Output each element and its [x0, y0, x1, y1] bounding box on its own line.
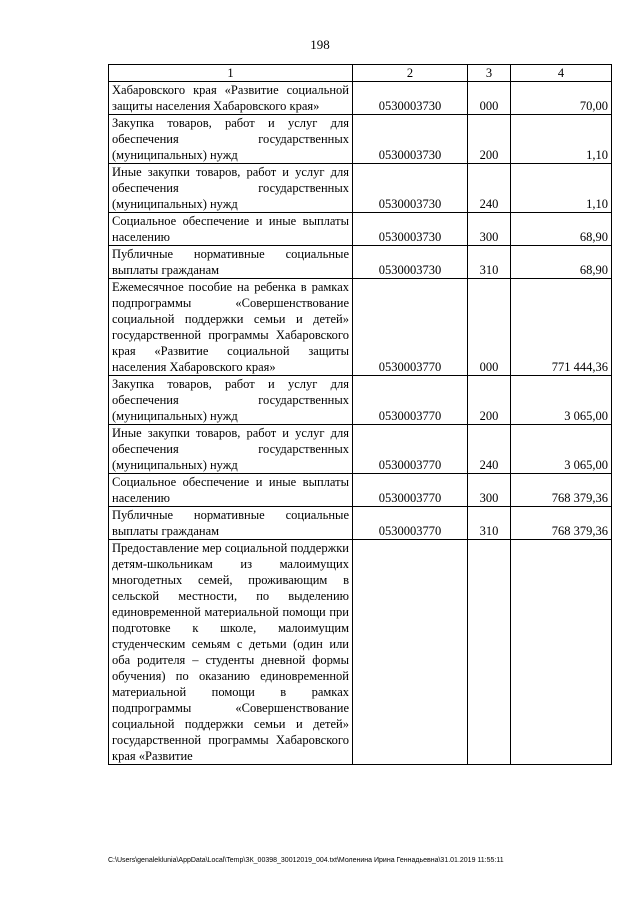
row-amount: 3 065,00: [511, 376, 612, 425]
row-expense-type: 310: [468, 507, 511, 540]
row-name: Закупка товаров, работ и услуг для обеспечения государственных (муниципальных) нужд: [109, 376, 353, 425]
table-row: [109, 376, 612, 425]
file-path-footer: C:\Users\genaleklunia\AppData\Local\Temp\ЗК_00398_30012019_004.txt\Моленина Ирина Геннадьевна\31.01.2019 11:55:11: [108, 857, 504, 864]
row-amount: 768 379,36: [511, 474, 612, 507]
budget-table: [108, 64, 612, 765]
row-name: Социальное обеспечение и иные выплаты населению: [109, 213, 353, 246]
row-amount: [511, 540, 612, 765]
row-expense-type: 240: [468, 164, 511, 213]
page-number: 198: [310, 37, 330, 52]
row-name: Ежемесячное пособие на ребенка в рамках подпрограммы «Совершенствование социальной поддержки семьи и детей» государственной программы Хабаровского края «Развитие социальной защиты населения Хабаровского края»: [109, 279, 353, 376]
row-expense-type: 300: [468, 474, 511, 507]
row-code: 0530003770: [353, 474, 468, 507]
row-name: Предоставление мер социальной поддержки детям-школьникам из малоимущих многодетных семей, проживающим в сельской местности, по выделению единовременной материальной помощи при подготовке к школе, малоимущим студенческим семьям с детьми (один или оба родителя – студенты дневной формы обучения) по оказанию единовременной материальной помощи в рамках подпрограммы «Совершенствование социальной поддержки семьи и детей» государственной программы Хабаровского края «Развитие: [109, 540, 353, 765]
row-code: 0530003730: [353, 115, 468, 164]
row-code: 0530003770: [353, 425, 468, 474]
row-code: 0530003770: [353, 279, 468, 376]
row-code: 0530003730: [353, 82, 468, 115]
row-expense-type: 200: [468, 115, 511, 164]
row-name: Социальное обеспечение и иные выплаты населению: [109, 474, 353, 507]
table-row: [109, 213, 612, 246]
row-name: Иные закупки товаров, работ и услуг для обеспечения государственных (муниципальных) нужд: [109, 164, 353, 213]
table-row: [109, 425, 612, 474]
row-code: 0530003730: [353, 164, 468, 213]
table-row: [109, 279, 612, 376]
row-code: [353, 540, 468, 765]
table-row: [109, 474, 612, 507]
header-col-1: 1: [109, 65, 353, 82]
header-col-2: 2: [353, 65, 468, 82]
row-amount: 70,00: [511, 82, 612, 115]
row-expense-type: 200: [468, 376, 511, 425]
row-expense-type: 310: [468, 246, 511, 279]
table-row: [109, 115, 612, 164]
row-amount: 768 379,36: [511, 507, 612, 540]
table-row: [109, 507, 612, 540]
row-amount: 3 065,00: [511, 425, 612, 474]
row-name: Закупка товаров, работ и услуг для обеспечения государственных (муниципальных) нужд: [109, 115, 353, 164]
header-col-3: 3: [468, 65, 511, 82]
header-col-4: 4: [511, 65, 612, 82]
table-row: [109, 164, 612, 213]
table-header-row: [109, 65, 612, 82]
row-amount: 68,90: [511, 213, 612, 246]
row-name: Иные закупки товаров, работ и услуг для обеспечения государственных (муниципальных) нужд: [109, 425, 353, 474]
row-amount: 1,10: [511, 115, 612, 164]
row-code: 0530003770: [353, 376, 468, 425]
row-name: Хабаровского края «Развитие социальной защиты населения Хабаровского края»: [109, 82, 353, 115]
row-expense-type: 000: [468, 279, 511, 376]
row-code: 0530003730: [353, 213, 468, 246]
row-code: 0530003770: [353, 507, 468, 540]
table-row: [109, 82, 612, 115]
table-row: [109, 540, 612, 765]
row-name: Публичные нормативные социальные выплаты гражданам: [109, 246, 353, 279]
row-expense-type: 000: [468, 82, 511, 115]
table-row: [109, 246, 612, 279]
row-code: 0530003730: [353, 246, 468, 279]
row-expense-type: 300: [468, 213, 511, 246]
row-expense-type: 240: [468, 425, 511, 474]
row-name: Публичные нормативные социальные выплаты гражданам: [109, 507, 353, 540]
row-expense-type: [468, 540, 511, 765]
row-amount: 1,10: [511, 164, 612, 213]
row-amount: 68,90: [511, 246, 612, 279]
row-amount: 771 444,36: [511, 279, 612, 376]
